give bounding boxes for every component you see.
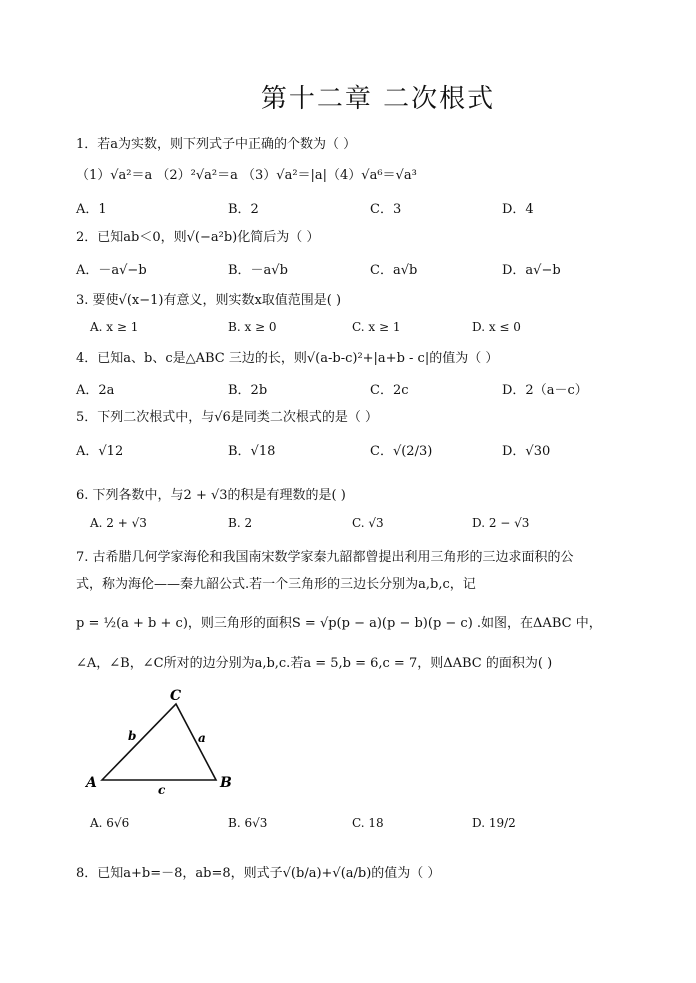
q3-option-c: C. x ≥ 1 [352,320,401,334]
q1-stem: 1．若a为实数，则下列式子中正确的个数为（ ） [76,137,357,152]
q3-option-a: A. x ≥ 1 [90,320,139,334]
side-label-a: a [198,731,206,745]
vertex-label-c: C [170,688,182,704]
vertex-label-b: B [220,775,232,791]
q2-option-b: B．－a√b [228,263,288,278]
q2-option-c: C．a√b [370,263,418,278]
side-label-c: c [158,783,166,797]
q2-option-a: A．－a√−b [76,263,147,278]
q5-stem: 5．下列二次根式中，与√6是同类二次根式的是（ ） [76,410,378,425]
triangle-figure [80,686,250,806]
q7-option-b: B. 6√3 [228,816,268,830]
q1-items: （1）√a²＝a （2）²√a²＝a （3）√a²＝|a|（4）√a⁶＝√a³ [76,168,417,183]
q6-option-a: A. 2 + √3 [90,516,147,530]
q7-line-2: 式，称为海伦——秦九韶公式.若一个三角形的三边长分别为a,b,c，记 [76,577,476,592]
q8-stem: 8．已知a+b=－8，ab=8，则式子√(b/a)+√(a/b)的值为（ ） [76,866,441,881]
q3-option-b: B. x ≥ 0 [228,320,277,334]
vertex-label-a: A [86,775,97,791]
q6-option-b: B. 2 [228,516,253,530]
q4-option-b: B．2b [228,383,268,398]
q1-option-c: C．3 [370,202,402,217]
q7-line-3: p = ½(a + b + c)，则三角形的面积S = √p(p − a)(p − b)(p − c) .如图，在ΔABC 中， [76,616,602,631]
q7-line-4: ∠A，∠B，∠C所对的边分别为a,b,c.若a = 5,b = 6,c = 7，则ΔABC 的面积为( ) [76,656,553,671]
page-title: 第十二章 二次根式 [260,84,496,114]
q6-option-c: C. √3 [352,516,384,530]
q4-option-a: A．2a [76,383,115,398]
q1-option-a: A．1 [76,202,107,217]
q7-option-c: C. 18 [352,816,384,830]
q4-option-d: D．2（a－c） [502,383,588,398]
q5-option-d: D．√30 [502,444,551,459]
q2-option-d: D．a√−b [502,263,561,278]
q4-option-c: C．2c [370,383,409,398]
side-label-b: b [128,729,137,743]
q3-option-d: D. x ≤ 0 [472,320,521,334]
q6-option-d: D. 2 − √3 [472,516,530,530]
q1-option-b: B．2 [228,202,259,217]
q1-option-d: D．4 [502,202,534,217]
q5-option-a: A．√12 [76,444,124,459]
q7-option-a: A. 6√6 [90,816,130,830]
q5-option-c: C．√(2/3) [370,444,433,459]
q6-stem: 6. 下列各数中，与2 + √3的积是有理数的是( ) [76,488,346,503]
q2-stem: 2．已知ab＜0，则√(−a²b)化简后为（ ） [76,230,320,245]
q3-stem: 3. 要使√(x−1)有意义，则实数x取值范围是( ) [76,293,342,308]
q7-line-1: 7. 古希腊几何学家海伦和我国南宋数学家秦九韶都曾提出利用三角形的三边求面积的公 [76,550,574,565]
q4-stem: 4．已知a、b、c是△ABC 三边的长，则√(a-b-c)²+|a+b - c|的值为（ ） [76,351,499,366]
q7-option-d: D. 19/2 [472,816,516,830]
q5-option-b: B．√18 [228,444,276,459]
